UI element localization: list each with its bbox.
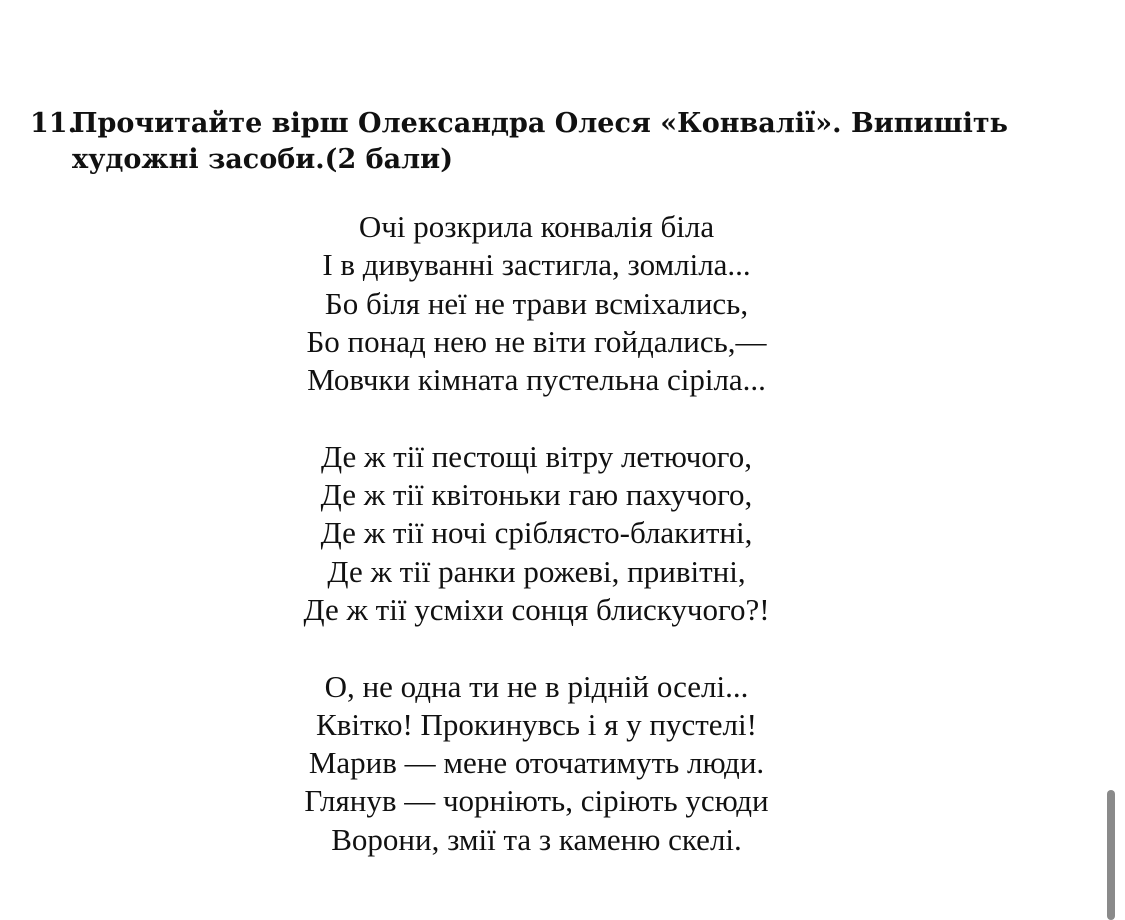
poem-line: Мовчки кімната пустельна сіріла... bbox=[307, 362, 766, 398]
task-instruction bbox=[72, 106, 1090, 178]
poem-line: І в дивуванні застигла, зомліла... bbox=[322, 247, 751, 283]
poem-line: О, не одна ти не в рідній оселі... bbox=[324, 668, 749, 704]
poem-line: Очі розкрила конвалія біла bbox=[358, 209, 715, 244]
poem-line: Де ж тії усміхи сонця блискучого?! bbox=[303, 591, 770, 627]
vertical-scrollbar[interactable] bbox=[1107, 790, 1115, 920]
poem-line: Бо біля неї не трави всміхались, bbox=[324, 285, 749, 321]
poem bbox=[0, 208, 1073, 897]
poem-line: Де ж тії квітоньки гаю пахучого, bbox=[320, 477, 753, 513]
poem-line: Квітко! Прокинувсь і я у пустелі! bbox=[316, 706, 757, 742]
task-heading bbox=[30, 106, 1090, 178]
poem-line: Де ж тії ранки рожеві, привітні, bbox=[327, 553, 746, 589]
poem-stanza-2 bbox=[0, 438, 1073, 629]
task-number: 11. bbox=[30, 108, 77, 139]
poem-line: Де ж тії пестощі вітру летючого, bbox=[320, 438, 753, 474]
poem-stanza-1 bbox=[0, 208, 1073, 399]
poem-line: Де ж тії ночі сріблясто-блакитні, bbox=[320, 515, 753, 551]
task-instruction-line: художні засоби.(2 бали) bbox=[72, 144, 453, 175]
poem-line: Марив — мене оточатимуть люди. bbox=[308, 745, 765, 781]
poem-line: Глянув — чорніють, сіріють усюди bbox=[304, 783, 769, 819]
poem-line: Бо понад нею не віти гойдались,— bbox=[306, 323, 767, 359]
poem-line: Ворони, змії та з каменю скелі. bbox=[331, 821, 742, 857]
poem-stanza-3 bbox=[0, 668, 1073, 859]
task-instruction-line: Прочитайте вірш Олександра Олеся «Конвалії». Випишіть bbox=[72, 108, 1008, 139]
